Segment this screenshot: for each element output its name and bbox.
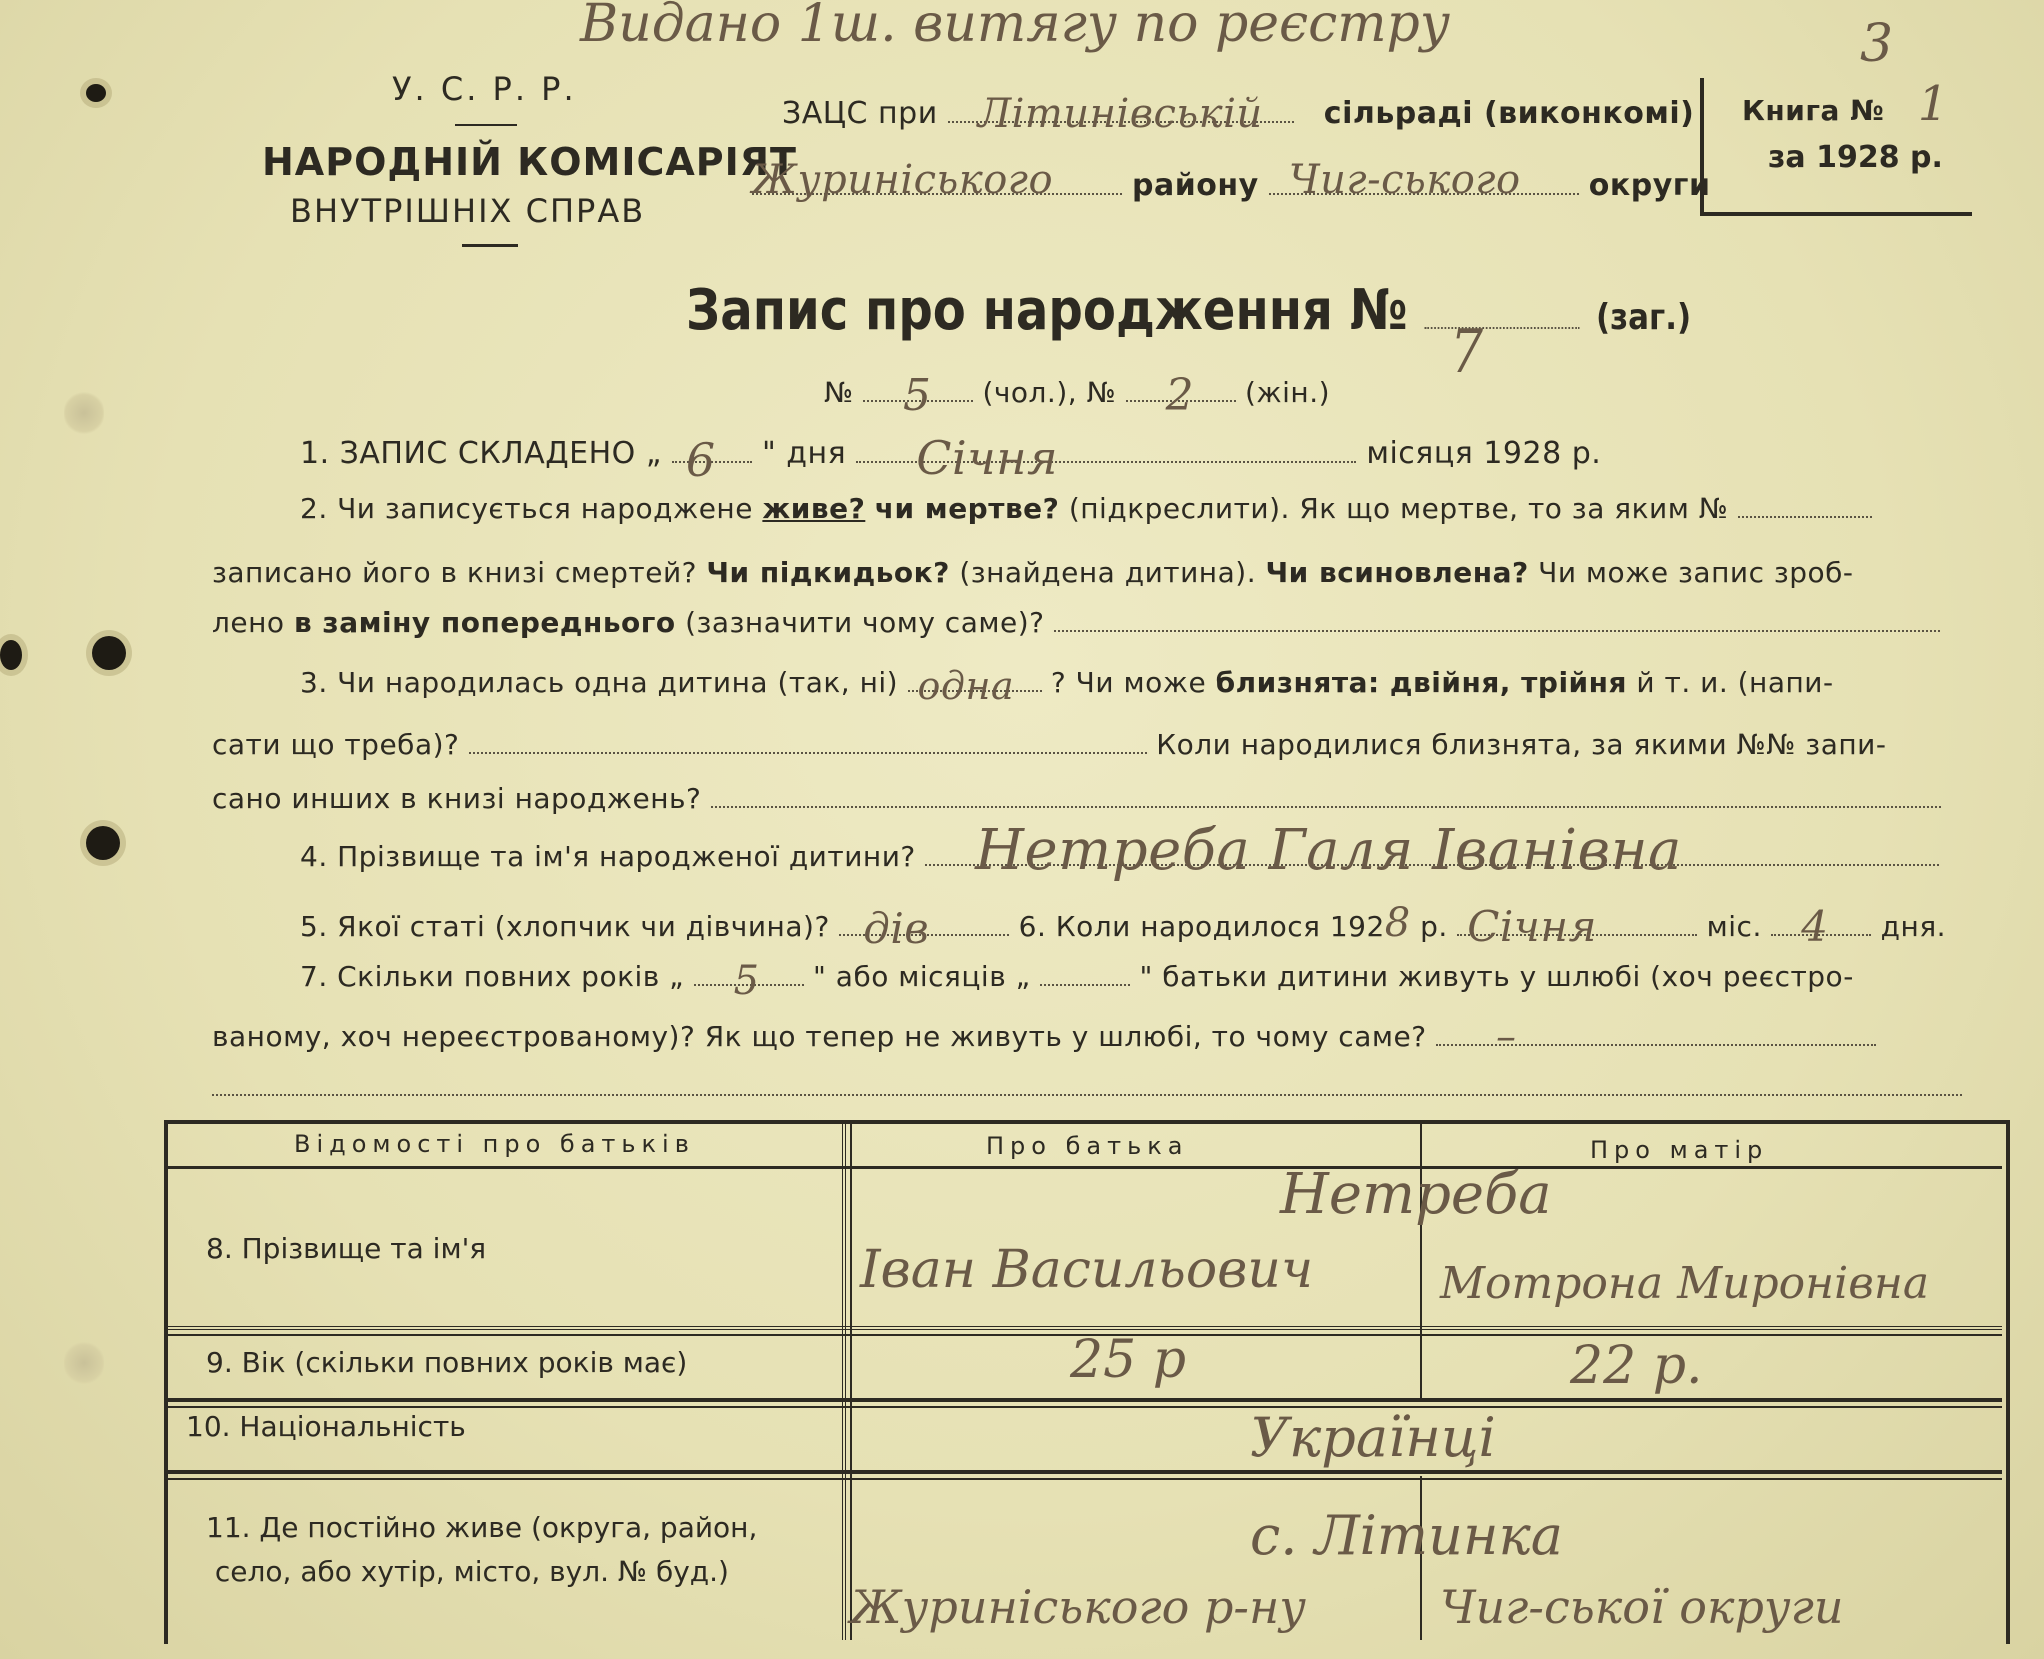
nationality-value: Українці xyxy=(1250,1406,1496,1469)
item-7-line2: ваному, хоч нереєстрованому)? Як що тепер не живуть у шлюбі, то чому саме? – xyxy=(212,1020,1876,1053)
handwritten-top-note: Видано 1ш. витягу по реєстру xyxy=(580,0,1451,54)
district-value: Журиніського xyxy=(752,157,1054,203)
row-name-label: 8. Прізвище та ім'я xyxy=(206,1232,487,1265)
okruha-value: Чиг-ського xyxy=(1288,157,1521,203)
item-1-label: 1. ЗАПИС СКЛАДЕНО „ xyxy=(300,436,662,471)
item-2-line3: лено в заміну попереднього (зазначити чому саме)? xyxy=(212,606,1940,639)
birth-day-value: 4 xyxy=(1801,902,1829,951)
item-3-line1: 3. Чи народилась одна дитина (так, ні) одна ? Чи може близнята: двійня, трійня й т. и. (напи- xyxy=(300,664,1834,708)
residence-okruha-value: Чиг-ської округи xyxy=(1440,1580,1844,1634)
registry-office-label: ЗАЦС при xyxy=(782,96,938,131)
single-child-value: одна xyxy=(917,664,1015,708)
binder-hole xyxy=(86,826,120,860)
surname-value: Нетреба xyxy=(1280,1162,1552,1227)
marriage-reason-value: – xyxy=(1495,1014,1517,1060)
number-sign: № xyxy=(824,376,854,409)
book-page-number: 3 xyxy=(1860,14,1894,74)
sex-label: 5. Якої статі (хлопчик чи дівчина)? xyxy=(300,910,830,943)
district-line xyxy=(752,157,1711,203)
book-label: Книга № xyxy=(1742,94,1885,127)
blank-line xyxy=(212,1094,1962,1096)
binder-hole xyxy=(92,636,126,670)
birth-date-label: 6. Коли народилося 192 xyxy=(1018,910,1385,943)
father-age-value: 25 р xyxy=(1070,1330,1186,1390)
divider xyxy=(462,244,518,247)
registry-office-line xyxy=(782,91,1695,137)
residence-village-value: с. Літинка xyxy=(1250,1504,1563,1567)
republic-label: У. С. Р. Р. xyxy=(392,70,577,108)
item-1-line xyxy=(300,431,1602,487)
number-sign: № xyxy=(1086,376,1117,409)
paper-tear xyxy=(64,390,104,436)
record-title-suffix: (заг.) xyxy=(1595,297,1692,338)
mother-age-value: 22 р. xyxy=(1570,1336,1703,1396)
commissariat-subtitle: ВНУТРІШНІХ СПРАВ xyxy=(290,192,646,230)
item-3-line2: сати що треба)? Коли народилися близнята, за якими №№ запи- xyxy=(212,728,1887,761)
book-year: за 1928 р. xyxy=(1768,140,1943,175)
item-7-line1: 7. Скільки повних років „ 5 " або місяців „ " батьки дитини живуть у шлюбі (хоч реєстро- xyxy=(300,958,1854,1004)
child-name-value: Нетреба Галя Іванівна xyxy=(975,818,1682,883)
village-council-value: Літинівській xyxy=(977,91,1263,137)
mother-name-value: Мотрона Миронівна xyxy=(1440,1258,1930,1309)
commissariat-title: НАРОДНІЙ КОМІСАРІЯТ xyxy=(262,140,797,184)
record-number-value: 7 xyxy=(1450,317,1484,387)
marriage-years-value: 5 xyxy=(733,958,760,1004)
female-label: (жін.) xyxy=(1245,376,1331,409)
paper-tear xyxy=(64,1340,104,1386)
sex-value: дів xyxy=(863,904,930,953)
gender-number-line xyxy=(824,370,1331,421)
child-name-label: 4. Прізвище та ім'я народженої дитини? xyxy=(300,840,916,873)
record-month-value: Січня xyxy=(916,431,1059,485)
record-title-text: Запис про народження № xyxy=(686,278,1408,343)
item-5-6-line: 5. Якої статі (хлопчик чи дівчина)? дів 6. Коли народилося 1928 р. Січня міс. 4 дня. xyxy=(300,900,1947,953)
female-number-value: 2 xyxy=(1165,370,1195,421)
row-age-label: 9. Вік (скільки повних років має) xyxy=(206,1346,688,1379)
table-header-parents: Відомості про батьків xyxy=(294,1130,695,1158)
male-label: (чол.), xyxy=(982,376,1078,409)
residence-district-value: Журиніського р-ну xyxy=(850,1580,1306,1634)
book-number-value: 1 xyxy=(1917,76,1949,132)
divider xyxy=(455,124,517,126)
council-label: сільраді (виконкомі) xyxy=(1323,96,1695,131)
month-year-label: місяця 1928 р. xyxy=(1366,436,1602,471)
row-residence-label: 11. Де постійно живе (округа, район, село, або хутір, місто, вул. № буд.) xyxy=(206,1511,758,1588)
day-label: " дня xyxy=(761,436,847,471)
birth-month-value: Січня xyxy=(1467,902,1597,951)
item-2-line1: 2. Чи записується народжене живе? чи мертве? (підкреслити). Як що мертве, то за яким № xyxy=(300,492,1872,525)
binder-hole xyxy=(0,640,22,670)
okruha-label: округи xyxy=(1588,168,1711,203)
book-number-line xyxy=(1742,76,1949,132)
birth-year-digit: 8 xyxy=(1384,900,1411,946)
male-number-value: 5 xyxy=(903,370,932,421)
district-label: району xyxy=(1132,168,1259,203)
row-nationality-label: 10. Національність xyxy=(186,1410,466,1443)
record-title xyxy=(686,278,1692,387)
item-3-line3: сано инших в книзі народжень? xyxy=(212,782,1941,815)
table-header-mother: Про матір xyxy=(1590,1136,1769,1164)
item-4-line xyxy=(300,818,1939,883)
item-2-line2: записано його в книзі смертей? Чи підкидьок? (знайдена дитина). Чи всиновлена? Чи може запис зроб- xyxy=(212,556,1854,589)
table-header-father: Про батька xyxy=(986,1132,1189,1160)
father-name-value: Іван Васильович xyxy=(860,1240,1314,1300)
binder-hole xyxy=(86,84,106,102)
record-day-value: 6 xyxy=(685,433,716,487)
